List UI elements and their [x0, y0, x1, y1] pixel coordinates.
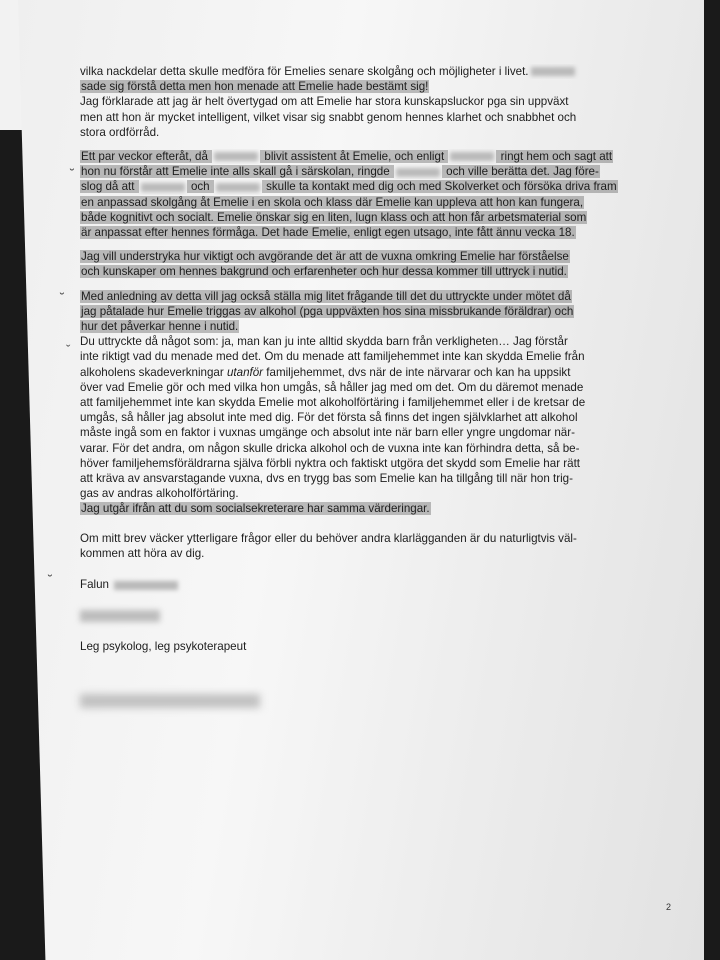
text-segment: Du uttryckte då något som: ja, man kan ju inte alltid skydda barn från verkligheten… Jag förstår — [80, 335, 568, 349]
text-segment: alkoholens skadeverkningar — [80, 365, 227, 379]
text-segment: hur det påverkar henne i nutid. — [81, 320, 239, 334]
text-line — [80, 425, 650, 440]
text-segment: både kognitivt och socialt. Emelie önskar sig en liten, lugn klass och att hon får arbetsmaterial som — [81, 210, 587, 224]
text-line — [80, 486, 650, 501]
text-segment: familjehemmet, dvs när de inte närvarar och kan ha uppsikt — [263, 365, 571, 379]
text-segment: och kunskaper om hennes bakgrund och erfarenheter och hur dessa kommer till uttryck i nutid. — [81, 265, 567, 279]
text-line — [80, 441, 650, 456]
paragraph — [80, 149, 650, 240]
text-segment: stora ordförråd. — [80, 125, 160, 139]
text-segment: över vad Emelie gör och med vilka hon umgås, så håller jag med om det. Om du däremot menade — [80, 380, 584, 394]
text-segment: kommen att höra av dig. — [80, 546, 205, 560]
text-line — [80, 110, 650, 125]
text-line — [80, 225, 650, 240]
text-line — [80, 395, 650, 410]
text-line — [80, 125, 650, 140]
text-segment: och ville berätta det. Jag före- — [442, 165, 599, 179]
text-line — [80, 264, 650, 279]
redacted-date — [114, 581, 178, 590]
text-segment: blivit assistent åt Emelie, och enligt — [261, 150, 448, 164]
margin-mark: ˇ — [66, 342, 71, 357]
text-segment: jag påtalade hur Emelie triggas av alkohol (pga uppväxten hos sina missbrukande föräldrar) och — [81, 304, 574, 318]
text-line — [80, 410, 650, 425]
redacted-name — [450, 152, 494, 161]
redacted-name — [214, 152, 258, 161]
text-segment: slog då att — [81, 180, 138, 194]
text-segment: Med anledning av detta vill jag också ställa mig litet frågande till det du uttryckte under mötet då — [81, 289, 571, 303]
margin-mark: ˘ — [60, 290, 65, 305]
text-segment: och — [187, 180, 213, 194]
text-line — [80, 380, 650, 395]
text-segment: är anpassat efter hennes förmåga. Det hade Emelie, enligt egen utsago, inte fått ännu vecka 18. — [81, 226, 575, 240]
redacted-name — [396, 168, 440, 177]
text-segment: inte riktigt vad du menade med det. Om du menade att familjehemmet inte kan skydda Emelie från — [80, 350, 585, 364]
paragraph — [80, 64, 650, 140]
text-segment: ringt hem och sagt att — [497, 150, 613, 164]
contact-redacted — [80, 694, 650, 712]
text-segment: sade sig förstå detta men hon menade att Emelie hade bestämt sig! — [81, 80, 429, 94]
text-segment: skulle ta kontakt med dig och med Skolverket och försöka driva fram — [262, 180, 617, 194]
text-segment: Jag vill understryka hur viktigt och avgörande det är att de vuxna omkring Emelie har förståelse — [81, 250, 569, 264]
text-line — [80, 365, 650, 380]
text-segment: varar. För det andra, om någon skulle dricka alkohol och de vuxna inte kan förhindra detta, så be- — [80, 441, 580, 455]
text-segment: Jag utgår ifrån att du som socialsekreterare har samma värderingar. — [81, 502, 430, 516]
margin-mark: ˘ — [70, 166, 75, 181]
paragraph — [80, 249, 650, 279]
text-segment: Jag förklarade att jag är helt övertygad om att Emelie har stora kunskapsluckor pga sin uppväxt — [80, 95, 569, 109]
text-line — [80, 179, 650, 194]
text-segment: att kräva av ansvarstagande vuxna, dvs en trygg bas som Emelie kan ha tillgång till när hon trig- — [80, 472, 573, 486]
paragraph — [80, 531, 650, 561]
text-line — [80, 456, 650, 471]
text-segment: att familjehemmet inte kan skydda Emelie mot alkoholförtäring i familjehemmet eller i de kretsar de — [80, 396, 586, 410]
text-line — [80, 64, 650, 79]
text-segment: höver familjehemsföräldrarna själva förbli nyktra och faktiskt utgöra det skydd som Emelie har rätt — [80, 456, 581, 470]
text-line — [80, 501, 650, 516]
redacted-name — [216, 183, 260, 192]
text-line — [80, 546, 650, 561]
text-line — [80, 304, 650, 319]
text-line — [80, 471, 650, 486]
text-segment: en anpassad skolgång åt Emelie i en skola och klass där Emelie kan uppleva att hon kan fungera, — [81, 195, 584, 209]
text-line — [80, 195, 650, 210]
page-number: 2 — [666, 902, 672, 912]
text-segment: Ett par veckor efteråt, då — [81, 150, 212, 164]
text-line — [80, 319, 650, 334]
text-segment: måste ingå som en faktor i vuxnas umgänge och absolut inte när barn eller yngre ungdomar när- — [80, 426, 575, 440]
text-line — [80, 94, 650, 109]
text-line — [80, 164, 650, 179]
text-segment: Om mitt brev väcker ytterligare frågor eller du behöver andra klarlägganden är du naturligtvis väl- — [80, 531, 577, 545]
text-line — [80, 79, 650, 94]
letter-body — [80, 64, 650, 712]
text-segment: men att hon är mycket intelligent, vilket visar sig snabbt genom hennes klarhet och snabbhet och — [80, 110, 577, 124]
text-segment: hon nu förstår att Emelie inte alls skall gå i särskolan, ringde — [81, 165, 393, 179]
text-segment: umgås, så håller jag absolut inte med dig. För det första så finns det ingen självklarhet att alkohol — [80, 411, 578, 425]
text-segment: utanför — [226, 365, 264, 379]
text-line — [80, 289, 650, 304]
text-segment: gas av andras alkoholförtäring. — [80, 487, 239, 501]
redacted-name — [141, 183, 185, 192]
text-line — [80, 531, 650, 546]
text-line — [80, 334, 650, 349]
signature-title: Leg psykolog, leg psykoterapeut — [80, 639, 247, 653]
signature-place-line — [80, 577, 650, 592]
redacted-name — [531, 67, 575, 76]
place-text: Falun — [80, 578, 110, 592]
signature-blur — [80, 592, 650, 626]
text-line — [80, 210, 650, 225]
text-line — [80, 149, 650, 164]
text-line — [80, 249, 650, 264]
text-segment: vilka nackdelar detta skulle medföra för Emelies senare skolgång och möjligheter i livet. — [80, 65, 529, 78]
margin-mark: ˘ — [48, 572, 53, 587]
paragraph — [80, 289, 650, 517]
text-line — [80, 349, 650, 364]
